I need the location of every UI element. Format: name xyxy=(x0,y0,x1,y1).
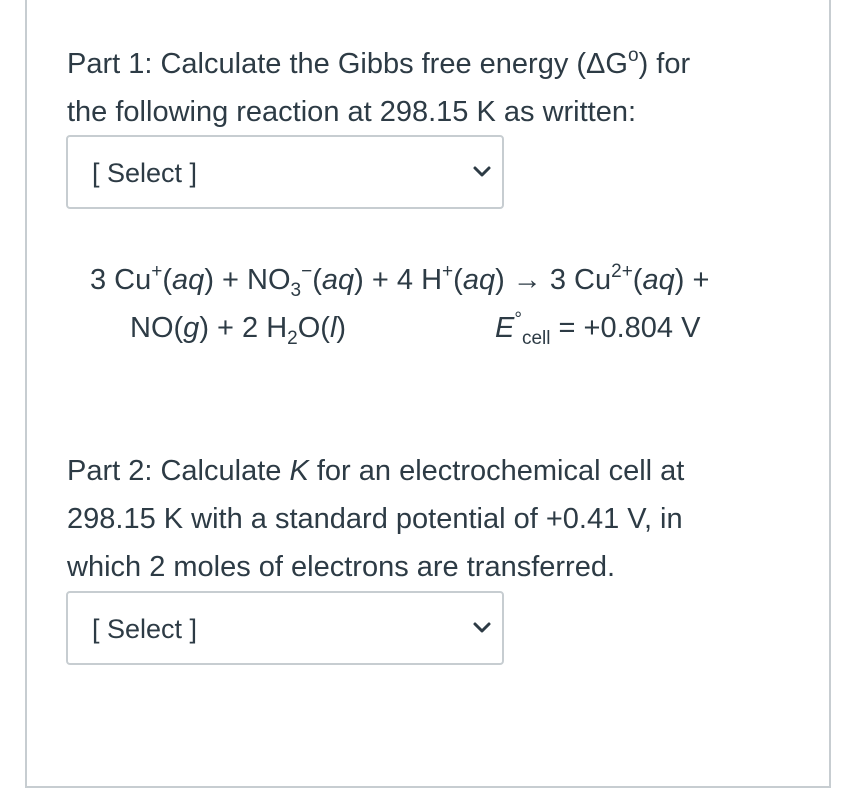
part1-line2: the following reaction at 298.15 K as written: xyxy=(67,96,637,128)
part2-prompt xyxy=(67,447,797,591)
part1-prompt xyxy=(67,40,797,136)
reaction-equation-line2 xyxy=(130,309,750,349)
eq-h-charge: + xyxy=(442,261,454,282)
part1-suffix: ) for xyxy=(638,48,691,80)
part1-prefix: Part 1: Calculate the Gibbs free energy ( xyxy=(67,48,587,80)
eq-h2o-o: O( xyxy=(297,312,330,344)
e-symbol: E xyxy=(495,312,515,344)
part2-line2: 298.15 K with a standard potential of +0.41 V, in xyxy=(67,503,683,535)
eq-no3-charge: − xyxy=(301,261,313,282)
eq-h-reactant: + 4 H xyxy=(363,264,443,296)
eq-liquid-state: l xyxy=(329,312,337,344)
part2-k: K xyxy=(289,455,309,487)
chevron-down-icon xyxy=(472,165,492,179)
eq-no3: NO xyxy=(247,264,291,296)
eq-aq-1: aq xyxy=(172,264,205,296)
eq-aq-3: aq xyxy=(462,264,496,296)
part2-select-value: [ Select ] xyxy=(92,614,198,644)
part1-answer-select[interactable] xyxy=(66,135,504,209)
part2-answer-select[interactable] xyxy=(66,591,504,665)
eq-no-product: NO( xyxy=(130,312,184,344)
eq-arrow-cu-product: → 3 Cu xyxy=(504,264,612,296)
eq-h2o-coef: ) + 2 H xyxy=(199,312,288,344)
eq-close-paren: ) xyxy=(336,312,347,344)
eq-cu-reactant: 3 Cu xyxy=(90,264,152,296)
eq-no3-sub: 3 xyxy=(290,280,302,301)
eq-h2o-sub: 2 xyxy=(287,328,298,349)
eq-aq-2: aq xyxy=(321,264,355,296)
eq-plus-1: + xyxy=(213,264,248,296)
e-degree: ° xyxy=(514,309,522,330)
part2-prefix: Part 2: Calculate xyxy=(67,455,290,487)
chevron-down-icon xyxy=(472,621,492,635)
eq-cu-charge: + xyxy=(151,261,163,282)
part1-select-value: [ Select ] xyxy=(92,158,198,188)
eq-gas-state: g xyxy=(183,312,200,344)
eq-aq-4: aq xyxy=(642,264,675,296)
part2-suffix: for an electrochemical cell at xyxy=(308,455,685,487)
eq-plus-trail: + xyxy=(684,264,710,296)
e-cell-sub: cell xyxy=(521,328,551,349)
standard-cell-potential xyxy=(495,309,701,349)
part1-degree: o xyxy=(627,45,639,66)
e-cell-value: = +0.804 V xyxy=(550,312,701,344)
eq-cu2-charge: 2+ xyxy=(611,261,633,282)
reaction-equation-line1: 3 $Cu^+(aq) + NO_3^-(aq) + 4$ H+(aq) → 3 $Cu^{2+}(aq)$ + xyxy=(90,261,710,301)
part1-delta-g: ΔG xyxy=(586,48,628,80)
part2-line3: which 2 moles of electrons are transferred. xyxy=(67,551,616,583)
